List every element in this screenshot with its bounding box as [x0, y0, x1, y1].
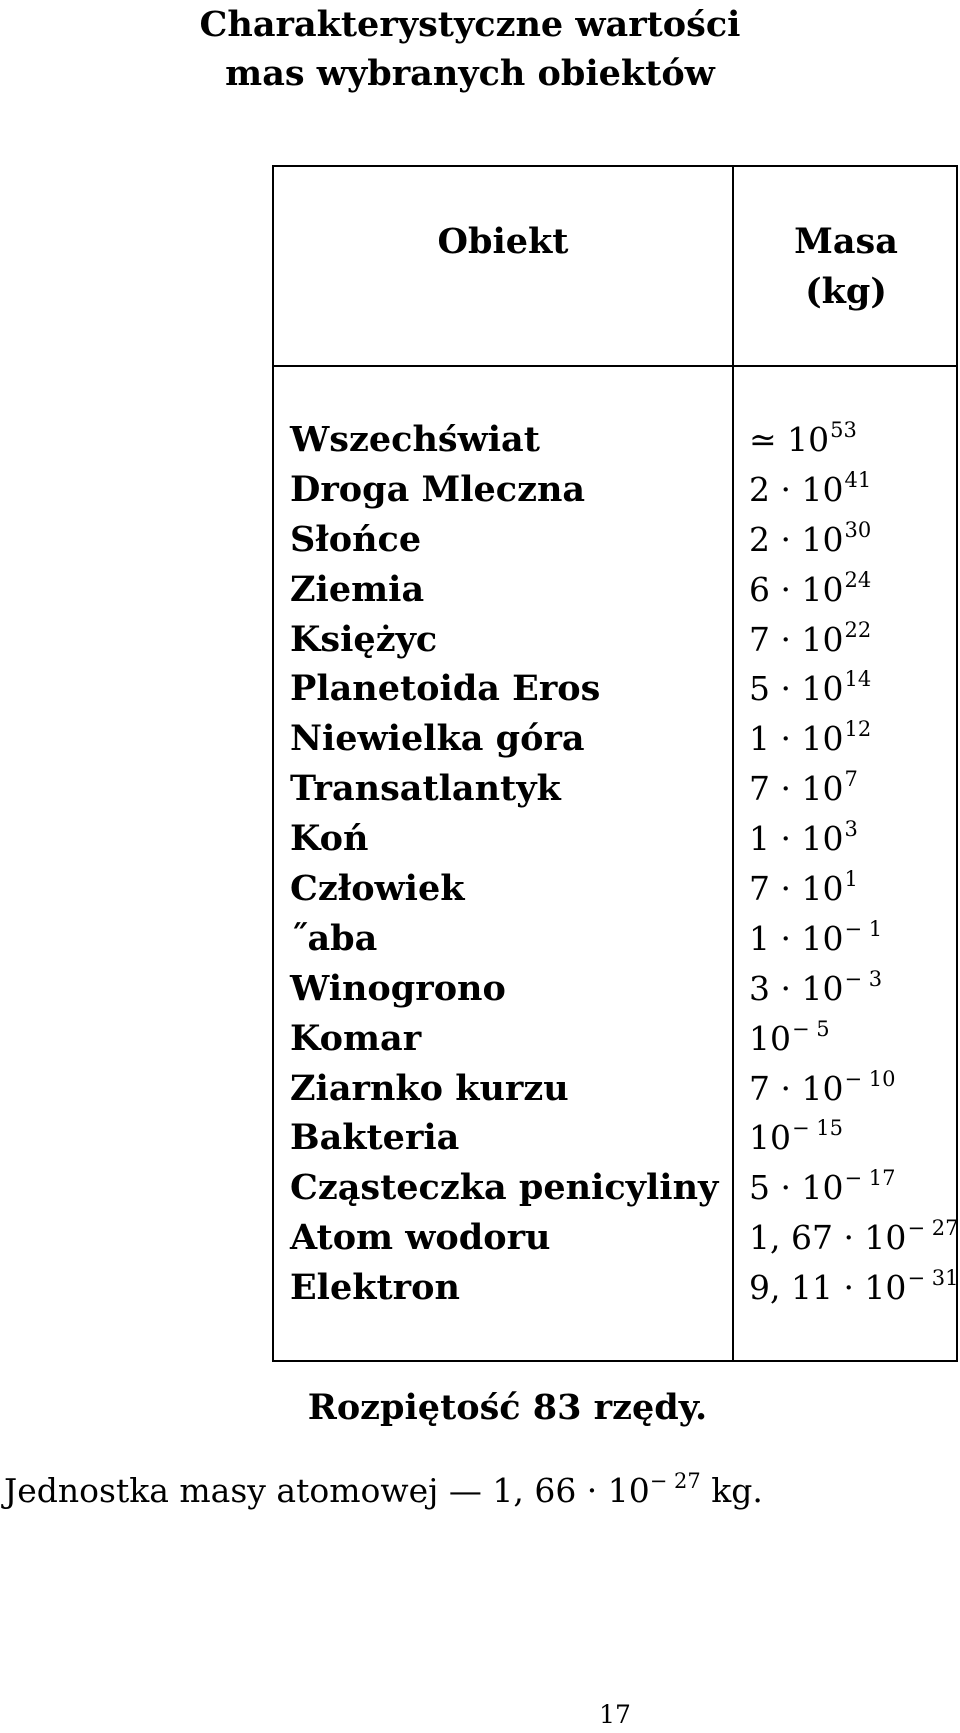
mass-mantissa: 3 · 10: [749, 968, 844, 1008]
object-mass: [749, 465, 871, 519]
object-name: Droga Mleczna: [290, 468, 586, 510]
table-row: [274, 964, 956, 1014]
mass-exponent: 24: [844, 567, 872, 592]
mass-exponent: 22: [844, 617, 872, 642]
mass-exponent: 14: [844, 667, 872, 692]
mass-mantissa: 7 · 10: [749, 769, 844, 809]
mass-exponent: 12: [844, 717, 872, 742]
mass-mantissa: 9, 11 · 10: [749, 1268, 907, 1308]
table-row: [274, 1113, 956, 1163]
header-object: Obiekt: [437, 221, 569, 262]
object-mass: [749, 1263, 958, 1317]
mass-exponent: 53: [830, 418, 857, 442]
object-name: Atom wodoru: [290, 1217, 551, 1259]
object-name: Cząsteczka penicyliny: [290, 1167, 719, 1209]
range-note: Rozpiętość 83 rzędy.: [307, 1387, 708, 1428]
mass-mantissa: ≃ 10: [749, 420, 830, 459]
mass-mantissa: 1, 67 · 10: [749, 1218, 907, 1258]
object-name: Słońce: [290, 518, 422, 560]
object-name: Transatlantyk: [290, 768, 561, 810]
object-mass: [749, 1213, 958, 1267]
mass-mantissa: 7 · 10: [749, 619, 844, 659]
table-row: [274, 465, 956, 515]
mass-exponent: − 17: [844, 1166, 896, 1191]
object-mass: [749, 914, 882, 968]
amu-prefix: Jednostka masy atomowej — 1, 66 · 10: [4, 1471, 650, 1510]
mass-mantissa: 5 · 10: [749, 1168, 844, 1208]
table-row: [274, 515, 956, 565]
mass-mantissa: 10: [749, 1018, 791, 1058]
object-mass: [749, 864, 858, 918]
page-title: [55, 0, 885, 98]
mass-exponent: − 3: [844, 966, 883, 991]
table-body: [274, 415, 959, 1313]
object-mass: [749, 764, 858, 818]
object-mass: [749, 1014, 830, 1068]
mass-exponent: 3: [844, 817, 858, 842]
object-name: Człowiek: [290, 868, 465, 910]
table-row: [274, 814, 956, 864]
object-mass: [749, 1163, 895, 1217]
object-name: Komar: [290, 1017, 422, 1059]
mass-exponent: − 5: [792, 1016, 830, 1041]
table-row: [274, 615, 956, 665]
object-mass: [749, 964, 882, 1018]
mass-exponent: − 15: [792, 1116, 843, 1141]
mass-mantissa: 10: [749, 1118, 791, 1158]
header-mass: [734, 217, 958, 317]
table-row: [274, 764, 956, 814]
object-name: ˝aba: [290, 917, 378, 959]
mass-mantissa: 1 · 10: [749, 719, 844, 759]
table-row: [274, 714, 956, 764]
object-mass: [749, 415, 857, 469]
object-name: Winogrono: [290, 967, 506, 1009]
mass-mantissa: 1 · 10: [749, 819, 844, 859]
title-line-2: mas wybranych obiektów: [225, 53, 715, 94]
mass-exponent: − 27: [907, 1216, 959, 1241]
table-row: [274, 1213, 959, 1263]
mass-table: [272, 165, 958, 1362]
table-row: [274, 1163, 956, 1213]
mass-mantissa: 1 · 10: [749, 918, 844, 958]
header-divider: [274, 365, 956, 367]
object-name: Ziemia: [290, 568, 425, 610]
table-row: [274, 1064, 956, 1114]
mass-exponent: 41: [844, 467, 872, 492]
object-mass: [749, 565, 871, 619]
table-row: [274, 1263, 959, 1313]
mass-mantissa: 2 · 10: [749, 519, 844, 559]
page-number: 17: [599, 1700, 631, 1729]
table-row: [274, 415, 956, 465]
object-mass: [749, 1113, 843, 1167]
object-mass: [749, 615, 871, 669]
atomic-mass-unit-note: [4, 1466, 763, 1520]
object-name: Bakteria: [290, 1117, 460, 1159]
mass-exponent: 30: [844, 517, 872, 542]
mass-exponent: − 10: [844, 1066, 896, 1091]
amu-exponent: − 27: [649, 1469, 701, 1493]
header-mass-line-2: (kg): [805, 271, 887, 312]
amu-suffix: kg.: [700, 1471, 763, 1510]
object-name: Niewielka góra: [290, 718, 585, 760]
object-name: Koń: [290, 818, 369, 860]
mass-exponent: 1: [844, 867, 858, 892]
object-name: Księżyc: [290, 618, 438, 660]
object-name: Elektron: [290, 1267, 460, 1309]
table-row: [274, 565, 956, 615]
mass-mantissa: 7 · 10: [749, 1068, 844, 1108]
object-mass: [749, 664, 871, 718]
object-name: Wszechświat: [290, 419, 540, 460]
mass-exponent: − 1: [844, 916, 883, 941]
object-mass: [749, 1064, 895, 1118]
object-name: Planetoida Eros: [290, 668, 601, 710]
table-row: [274, 664, 956, 714]
mass-exponent: 7: [844, 767, 858, 792]
table-row: [274, 914, 956, 964]
mass-exponent: − 31: [907, 1266, 959, 1291]
object-mass: [749, 714, 871, 768]
object-name: Ziarnko kurzu: [290, 1067, 569, 1109]
object-mass: [749, 814, 858, 868]
mass-mantissa: 7 · 10: [749, 869, 844, 909]
title-line-1: Charakterystyczne wartości: [199, 4, 741, 45]
table-row: [274, 1014, 956, 1064]
mass-mantissa: 2 · 10: [749, 469, 844, 509]
object-mass: [749, 515, 871, 569]
mass-mantissa: 5 · 10: [749, 669, 844, 709]
mass-mantissa: 6 · 10: [749, 569, 844, 609]
table-row: [274, 864, 956, 914]
header-mass-line-1: Masa: [794, 221, 898, 262]
